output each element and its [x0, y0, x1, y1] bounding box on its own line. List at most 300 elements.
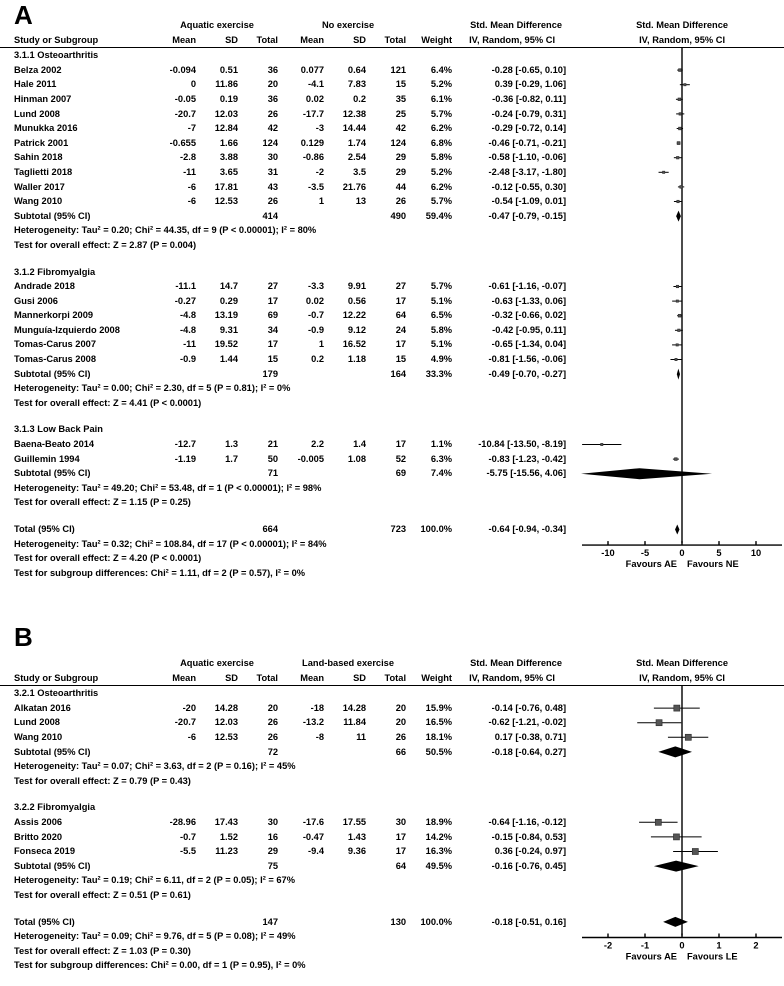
total2-value: 15 — [395, 79, 407, 90]
plot-cell — [580, 730, 784, 745]
study-label: Munukka 2016 — [14, 123, 78, 134]
subtotal-label: Subtotal (95% CI) — [14, 468, 91, 479]
total-total2: 130 — [390, 916, 407, 927]
total2-value: 35 — [395, 93, 407, 104]
subtotal-total2: 164 — [390, 368, 407, 379]
plot-cell — [580, 63, 784, 78]
mean2-value: 1 — [318, 339, 325, 350]
subtotal-total1: 414 — [262, 210, 279, 221]
axis-tick-label: -10 — [601, 548, 615, 559]
total2-value: 42 — [395, 123, 407, 134]
study-label: Waller 2017 — [14, 181, 65, 192]
subtotal-row — [0, 466, 784, 481]
subtotal-blank1 — [150, 466, 202, 481]
spacer-cell — [0, 788, 784, 800]
table-row — [0, 452, 784, 467]
total1-value: 43 — [267, 181, 279, 192]
sd1-value: 14.28 — [214, 702, 238, 713]
total-blank1 — [150, 522, 202, 537]
plot-cell — [580, 150, 784, 165]
header-total2: Total — [372, 33, 412, 48]
weight-value: 6.4% — [430, 64, 453, 75]
mean1-value: -0.655 — [169, 137, 196, 148]
panel-a-letter: A — [14, 0, 33, 30]
total-blank3 — [284, 915, 330, 930]
table-row — [0, 844, 784, 859]
weight-value: 5.8% — [430, 324, 453, 335]
mean2-value: 0.02 — [305, 295, 325, 306]
study-label: Wang 2010 — [14, 196, 63, 207]
study-label: Taglietti 2018 — [14, 166, 73, 177]
table-row — [0, 194, 784, 209]
sd2-value: 1.08 — [347, 453, 367, 464]
sd2-value: 14.28 — [342, 702, 367, 713]
total-heterogeneity-row — [0, 929, 784, 944]
total1-value: 27 — [267, 281, 279, 292]
axis-tick-label: -1 — [640, 940, 650, 951]
subtotal-effect: -0.16 [-0.76, 0.45] — [491, 860, 567, 871]
plot-cell — [580, 701, 784, 716]
plot-cell — [580, 279, 784, 294]
table-row — [0, 77, 784, 92]
subtotal-blank1 — [150, 209, 202, 224]
weight-value: 5.1% — [430, 339, 453, 350]
plot-cell — [580, 165, 784, 180]
sd2-value: 13 — [355, 196, 367, 207]
subtotal-blank4 — [330, 209, 372, 224]
total-row — [0, 522, 784, 537]
header-study: Study or Subgroup — [0, 33, 150, 48]
weight-value: 18.1% — [425, 731, 453, 742]
total2-value: 29 — [395, 166, 407, 177]
header-group1: Aquatic exercise — [180, 658, 254, 668]
overall-effect-row — [0, 396, 784, 411]
mean1-value: -4.8 — [179, 310, 196, 321]
study-label: Alkatan 2016 — [14, 702, 71, 713]
overall-effect-row — [0, 888, 784, 903]
header-spacer2 — [412, 656, 458, 671]
mean2-value: -0.005 — [297, 453, 325, 464]
total-overall-effect-text: Test for overall effect: Z = 4.20 (P < 0.0001) — [14, 553, 202, 564]
header-spacer — [0, 656, 150, 671]
plot-cell — [580, 815, 784, 830]
total1-value: 20 — [267, 79, 279, 90]
axis-cell — [580, 537, 784, 552]
axis-tick-label: -5 — [640, 548, 650, 559]
weight-value: 5.8% — [430, 152, 453, 163]
axis-tick-label: 5 — [716, 548, 722, 559]
header-group2: No exercise — [321, 20, 375, 30]
plot-cell — [580, 452, 784, 467]
subtotal-total1: 71 — [267, 468, 279, 479]
sd2-value: 1.43 — [347, 831, 367, 842]
subtotal-weight: 50.5% — [425, 746, 453, 757]
total-blank1 — [150, 915, 202, 930]
subtotal-row — [0, 859, 784, 874]
total-heterogeneity-text: Heterogeneity: Tau² = 0.09; Chi² = 9.76, df = 5 (P = 0.08); I² = 49% — [14, 931, 296, 942]
total-total2: 723 — [390, 524, 407, 534]
total-row — [0, 915, 784, 930]
sd2-value: 1.4 — [353, 439, 367, 450]
table-row — [0, 815, 784, 830]
mean2-value: -18 — [310, 702, 325, 713]
mean1-value: -0.9 — [179, 354, 196, 365]
table-row — [0, 701, 784, 716]
weight-value: 14.2% — [425, 831, 453, 842]
mean2-value: -3 — [315, 123, 325, 134]
axis-tick-label: 0 — [679, 548, 685, 559]
sd1-value: 12.53 — [214, 196, 238, 207]
mean1-value: -6 — [187, 731, 196, 742]
total1-value: 26 — [267, 717, 279, 728]
subgroup-header — [0, 422, 784, 437]
panel-b-letter: B — [14, 622, 33, 652]
sd1-value: 11.23 — [215, 846, 238, 857]
mean2-value: -13.2 — [302, 717, 325, 728]
panel-b-forest — [0, 656, 784, 973]
header-mean2: Mean — [284, 33, 330, 48]
total2-value: 20 — [395, 702, 407, 713]
total1-value: 16 — [267, 831, 279, 842]
total2-value: 26 — [395, 731, 407, 742]
total2-value: 17 — [395, 339, 407, 350]
table-row — [0, 730, 784, 745]
total1-value: 20 — [267, 702, 279, 713]
mean2-value: 0.129 — [300, 137, 325, 148]
total-overall-effect-text: Test for overall effect: Z = 1.03 (P = 0.30) — [14, 945, 191, 956]
favours-cell — [580, 566, 784, 581]
mean1-value: -0.094 — [169, 64, 196, 75]
effect-ci-value: -0.63 [-1.33, 0.06] — [491, 295, 567, 306]
sd1-value: 1.66 — [219, 137, 238, 148]
effect-ci-value: -0.46 [-0.71, -0.21] — [488, 137, 567, 148]
header-effect-sub: IV, Random, 95% CI — [458, 33, 580, 48]
sd2-value: 0.2 — [353, 93, 367, 104]
weight-value: 5.2% — [430, 79, 453, 90]
subtotal-blank3 — [284, 859, 330, 874]
total-weight: 100.0% — [420, 524, 453, 534]
header-weight: Weight — [412, 33, 458, 48]
sd2-value: 9.12 — [347, 324, 367, 335]
subgroup-header — [0, 265, 784, 280]
table-row — [0, 830, 784, 845]
total-blank4 — [330, 522, 372, 537]
overall-effect-text: Test for overall effect: Z = 1.15 (P = 0.25) — [14, 497, 191, 508]
subgroup-title: 3.2.1 Osteoarthritis — [14, 688, 99, 699]
effect-ci-value: -0.12 [-0.55, 0.30] — [491, 181, 567, 192]
subtotal-blank4 — [330, 466, 372, 481]
table-row — [0, 92, 784, 107]
total-blank2 — [202, 522, 244, 537]
sd2-value: 9.91 — [347, 281, 367, 292]
heterogeneity-row — [0, 873, 784, 888]
study-label: Assis 2006 — [14, 816, 63, 827]
plot-cell — [580, 437, 784, 452]
mean2-value: -2 — [315, 166, 325, 177]
mean2-value: -0.7 — [308, 310, 325, 321]
weight-value: 5.7% — [430, 108, 453, 119]
weight-value: 5.2% — [430, 166, 453, 177]
mean1-value: -5.5 — [179, 846, 196, 857]
total1-value: 36 — [267, 64, 279, 75]
mean1-value: -0.27 — [174, 295, 196, 306]
favours-left-label: Favours AE — [625, 951, 677, 962]
plot-cell — [580, 180, 784, 195]
header-weight: Weight — [412, 671, 458, 686]
mean2-value: -0.47 — [302, 831, 325, 842]
sd1-value: 1.3 — [225, 439, 238, 450]
plot-cell — [580, 77, 784, 92]
total-overall-effect-row — [0, 551, 784, 566]
plot-cell — [580, 294, 784, 309]
plot-cell — [580, 522, 784, 537]
panel-b-table — [0, 656, 784, 973]
total1-value: 124 — [262, 137, 279, 148]
effect-ci-value: -0.29 [-0.72, 0.14] — [491, 123, 567, 134]
total2-value: 27 — [395, 281, 407, 292]
sd1-value: 1.7 — [225, 453, 238, 464]
sd1-value: 1.52 — [219, 831, 238, 842]
favours-right-label: Favours LE — [687, 951, 738, 962]
mean1-value: -1.19 — [174, 453, 196, 464]
header-plot-sub: IV, Random, 95% CI — [580, 33, 784, 48]
study-label: Munguía-Izquierdo 2008 — [14, 324, 120, 335]
study-label: Hale 2011 — [14, 79, 57, 90]
subgroup-differences-text: Test for subgroup differences: Chi² = 0.00, df = 1 (P = 0.95), I² = 0% — [14, 960, 306, 971]
header-plot-title: Std. Mean Difference — [636, 658, 729, 668]
heterogeneity-text: Heterogeneity: Tau² = 49.20; Chi² = 53.48, df = 1 (P < 0.00001); I² = 98% — [14, 482, 322, 493]
total-blank4 — [330, 915, 372, 930]
header-mean1: Mean — [150, 33, 202, 48]
overall-effect-text: Test for overall effect: Z = 2.87 (P = 0.004) — [14, 239, 197, 250]
subtotal-blank2 — [202, 859, 244, 874]
table-row — [0, 150, 784, 165]
total1-value: 21 — [267, 439, 279, 450]
mean2-value: -17.6 — [302, 816, 325, 827]
table-header-groups — [0, 656, 784, 671]
total2-value: 17 — [395, 439, 407, 450]
mean1-value: -11 — [183, 339, 196, 350]
mean2-value: 1 — [318, 196, 325, 207]
weight-value: 18.9% — [425, 816, 453, 827]
sd2-value: 0.64 — [347, 64, 367, 75]
total-overall-effect-row — [0, 944, 784, 959]
table-row — [0, 323, 784, 338]
table-header-columns — [0, 671, 784, 686]
sd1-value: 19.52 — [214, 339, 238, 350]
study-label: Hinman 2007 — [14, 93, 72, 104]
subgroup-title: 3.1.1 Osteoarthritis — [14, 50, 99, 61]
subtotal-blank2 — [202, 745, 244, 760]
subtotal-effect: -0.47 [-0.79, -0.15] — [488, 210, 567, 221]
sd2-value: 3.5 — [353, 166, 367, 177]
plot-cell — [580, 466, 784, 481]
total1-value: 15 — [267, 354, 279, 365]
overall-effect-text: Test for overall effect: Z = 4.41 (P < 0.0001) — [14, 397, 202, 408]
total-blank3 — [284, 522, 330, 537]
row-spacer — [0, 510, 784, 522]
sd1-value: 12.53 — [214, 731, 238, 742]
subtotal-row — [0, 209, 784, 224]
header-sd2: SD — [330, 671, 372, 686]
mean1-value: -20 — [182, 702, 196, 713]
table-row — [0, 63, 784, 78]
total1-value: 26 — [267, 108, 279, 119]
heterogeneity-text: Heterogeneity: Tau² = 0.00; Chi² = 2.30, df = 5 (P = 0.81); I² = 0% — [14, 383, 291, 394]
plot-cell — [580, 48, 784, 63]
header-mean2: Mean — [284, 671, 330, 686]
mean1-value: -6 — [187, 196, 196, 207]
total-heterogeneity-text: Heterogeneity: Tau² = 0.32; Chi² = 108.84, df = 17 (P < 0.00001); I² = 84% — [14, 538, 327, 549]
study-label: Belza 2002 — [14, 64, 62, 75]
mean2-value: -3.3 — [308, 281, 325, 292]
subgroup-differences-text: Test for subgroup differences: Chi² = 1.11, df = 2 (P = 0.57), I² = 0% — [14, 567, 306, 578]
plot-cell — [580, 194, 784, 209]
total-total1: 147 — [262, 916, 279, 927]
subtotal-label: Subtotal (95% CI) — [14, 860, 91, 871]
effect-ci-value: 0.36 [-0.24, 0.97] — [494, 846, 567, 857]
total1-value: 30 — [267, 816, 279, 827]
plot-cell — [580, 107, 784, 122]
subtotal-total2: 490 — [390, 210, 407, 221]
row-spacer — [0, 788, 784, 800]
weight-value: 6.1% — [430, 93, 453, 104]
subtotal-blank2 — [202, 367, 244, 382]
plot-cell — [580, 800, 784, 815]
subtotal-label: Subtotal (95% CI) — [14, 368, 91, 379]
subtotal-label: Subtotal (95% CI) — [14, 210, 91, 221]
mean1-value: -12.7 — [174, 439, 196, 450]
subtotal-blank1 — [150, 367, 202, 382]
subgroup-differences-row — [0, 566, 784, 581]
overall-effect-row — [0, 495, 784, 510]
plot-cell — [580, 308, 784, 323]
total-blank2 — [202, 915, 244, 930]
overall-effect-row — [0, 774, 784, 789]
total2-value: 15 — [395, 354, 407, 365]
sd1-value: 12.03 — [214, 717, 238, 728]
spacer-cell — [0, 410, 784, 422]
subgroup-header — [0, 686, 784, 701]
total-effect: -0.18 [-0.51, 0.16] — [491, 916, 567, 927]
subtotal-blank4 — [330, 859, 372, 874]
subtotal-effect: -5.75 [-15.56, 4.06] — [486, 468, 567, 479]
subgroup-title: 3.1.3 Low Back Pain — [14, 424, 103, 435]
mean2-value: 0.077 — [300, 64, 325, 75]
effect-ci-value: -0.36 [-0.82, 0.11] — [492, 93, 567, 104]
favours-left-label: Favours AE — [625, 559, 677, 570]
weight-value: 6.2% — [430, 123, 453, 134]
header-group2: Land-based exercise — [302, 658, 395, 668]
study-label: Lund 2008 — [14, 108, 60, 119]
subtotal-blank2 — [202, 466, 244, 481]
plot-cell — [580, 323, 784, 338]
sd2-value: 2.54 — [347, 152, 367, 163]
header-sd1: SD — [202, 33, 244, 48]
effect-ci-value: -0.14 [-0.76, 0.48] — [491, 702, 567, 713]
mean2-value: -0.86 — [302, 152, 325, 163]
table-row — [0, 107, 784, 122]
effect-ci-value: -10.84 [-13.50, -8.19] — [478, 439, 567, 450]
mean1-value: -4.8 — [179, 324, 196, 335]
total2-value: 52 — [395, 453, 407, 464]
header-effect-sub: IV, Random, 95% CI — [458, 671, 580, 686]
plot-cell — [580, 337, 784, 352]
subtotal-blank3 — [284, 745, 330, 760]
subtotal-total1: 72 — [267, 746, 279, 757]
mean2-value: -0.9 — [308, 324, 325, 335]
mean1-value: -7 — [187, 123, 196, 134]
sd1-value: 0.51 — [219, 64, 238, 75]
study-label: Patrick 2001 — [14, 137, 69, 148]
header-sd1: SD — [202, 671, 244, 686]
sd2-value: 0.56 — [347, 295, 367, 306]
total2-value: 17 — [395, 846, 407, 857]
subtotal-blank4 — [330, 367, 372, 382]
mean1-value: -20.7 — [174, 717, 196, 728]
plot-cell — [580, 830, 784, 845]
weight-value: 16.3% — [425, 846, 453, 857]
subtotal-blank1 — [150, 859, 202, 874]
sd2-value: 1.74 — [347, 137, 367, 148]
panel-b — [0, 620, 784, 971]
sd2-value: 12.38 — [342, 108, 367, 119]
subtotal-row — [0, 745, 784, 760]
effect-ci-value: -2.48 [-3.17, -1.80] — [488, 166, 567, 177]
study-label: Sahin 2018 — [14, 152, 63, 163]
overall-effect-row — [0, 238, 784, 253]
spacer-cell — [0, 903, 784, 915]
subtotal-blank3 — [284, 367, 330, 382]
study-label: Mannerkorpi 2009 — [14, 310, 94, 321]
plot-cell — [580, 352, 784, 367]
total1-value: 34 — [267, 324, 279, 335]
weight-value: 5.1% — [430, 295, 453, 306]
heterogeneity-row — [0, 381, 784, 396]
sd1-value: 3.65 — [219, 166, 238, 177]
mean2-value: -8 — [315, 731, 325, 742]
header-mean1: Mean — [150, 671, 202, 686]
header-spacer — [0, 18, 150, 33]
mean2-value: -4.1 — [308, 79, 325, 90]
plot-cell — [580, 915, 784, 930]
header-total1: Total — [244, 671, 284, 686]
sd1-value: 14.7 — [219, 281, 238, 292]
header-sd2: SD — [330, 33, 372, 48]
total1-value: 31 — [267, 166, 279, 177]
study-label: Tomas-Carus 2007 — [14, 339, 96, 350]
sd2-value: 11 — [356, 731, 367, 742]
mean1-value: -20.7 — [174, 108, 196, 119]
plot-cell — [580, 92, 784, 107]
sd1-value: 0.29 — [219, 295, 238, 306]
total2-value: 25 — [395, 108, 407, 119]
study-label: Guillemin 1994 — [14, 453, 80, 464]
subtotal-total2: 69 — [395, 468, 407, 479]
effect-ci-value: -0.62 [-1.21, -0.02] — [488, 717, 567, 728]
total2-value: 64 — [395, 310, 407, 321]
total2-value: 30 — [395, 816, 407, 827]
effect-ci-value: -0.42 [-0.95, 0.11] — [492, 324, 567, 335]
total1-value: 50 — [267, 453, 279, 464]
total2-value: 29 — [395, 152, 407, 163]
subtotal-row — [0, 367, 784, 382]
sd1-value: 11.86 — [215, 79, 238, 90]
plot-cell — [580, 745, 784, 760]
subtotal-total1: 179 — [262, 368, 279, 379]
header-effect-title: Std. Mean Difference — [470, 658, 563, 668]
axis-tick-label: 1 — [716, 940, 722, 951]
